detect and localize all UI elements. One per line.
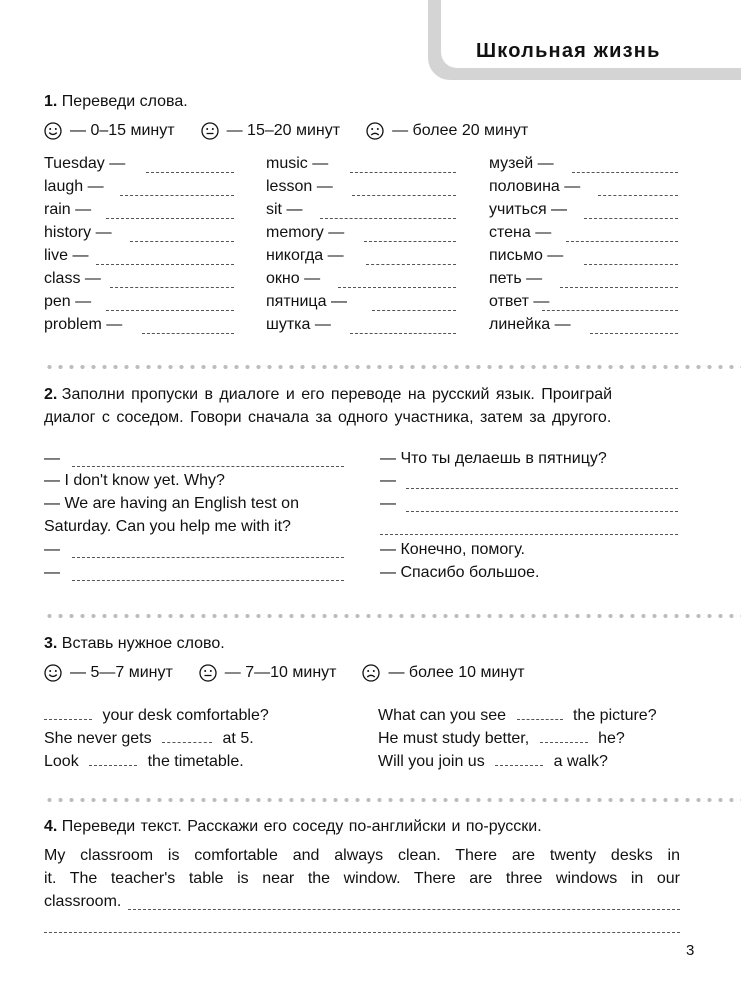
answer-blank[interactable] (566, 241, 678, 242)
word: учиться — (489, 201, 568, 218)
word-row (266, 155, 328, 173)
fill-sentence (378, 730, 625, 748)
task1-legend (44, 122, 550, 140)
dialogue-dash: — (44, 541, 60, 558)
answer-blank[interactable] (364, 241, 456, 242)
word-blank[interactable] (517, 719, 563, 720)
page-title: Школьная жизнь (476, 40, 661, 62)
task1-number: 1. (44, 93, 58, 110)
answer-blank[interactable] (96, 264, 234, 265)
answer-blank[interactable] (350, 172, 456, 173)
dialogue-line: — I don't know yet. Why? (44, 472, 225, 489)
legend-text: — 7—10 минут (224, 664, 337, 681)
legend-text: — 5—7 минут (70, 664, 173, 681)
word: шутка — (266, 316, 331, 333)
word-blank[interactable] (495, 765, 543, 766)
word-blank[interactable] (162, 742, 212, 743)
legend-item (362, 664, 524, 682)
word-row (44, 316, 122, 334)
word-blank[interactable] (540, 742, 588, 743)
answer-blank[interactable] (366, 264, 456, 265)
smile-happy-icon (44, 664, 62, 682)
word: музей — (489, 155, 554, 172)
smile-sad-icon (366, 122, 384, 140)
word: laugh — (44, 178, 104, 195)
word: class — (44, 270, 101, 287)
answer-blank[interactable] (352, 195, 456, 196)
word: стена — (489, 224, 552, 241)
dialogue-blank[interactable] (72, 466, 344, 467)
sentence-text: a walk? (553, 753, 608, 770)
fill-sentence (378, 707, 657, 725)
answer-blank[interactable] (560, 287, 678, 288)
word-row (266, 247, 344, 265)
word: pen — (44, 293, 92, 310)
fill-sentence (378, 753, 608, 771)
translation-text-line: it. The teacher's table is near the window. There are three windows in our (44, 870, 680, 887)
word-row (44, 224, 112, 242)
answer-blank[interactable] (142, 333, 234, 334)
legend-item (201, 122, 340, 140)
sentence-text: Look (44, 753, 79, 770)
task2-number: 2. (44, 386, 58, 403)
word-row (44, 247, 88, 265)
word: sit — (266, 201, 303, 218)
word: Tuesday — (44, 155, 126, 172)
word: линейка — (489, 316, 571, 333)
answer-blank[interactable] (120, 195, 234, 196)
answer-blank[interactable] (106, 218, 234, 219)
word-blank[interactable] (44, 719, 92, 720)
word-row (489, 316, 571, 334)
answer-blank[interactable] (542, 310, 678, 311)
word-row (44, 155, 125, 173)
answer-blank[interactable] (590, 333, 678, 334)
word: problem — (44, 316, 123, 333)
word-row (489, 201, 567, 219)
sentence-text: at 5. (222, 730, 254, 747)
word-row (489, 224, 551, 242)
dotted-separator (44, 365, 741, 369)
word-row (489, 293, 549, 311)
task2-instruction-cont: диалог с соседом. Говори сначала за одного участника, затем за другого. (44, 409, 612, 426)
answer-blank[interactable] (350, 333, 456, 334)
dialogue-dash: — (44, 450, 60, 467)
legend-item (199, 664, 337, 682)
word: петь — (489, 270, 543, 287)
word-row (266, 270, 320, 288)
task1-instruction: Переведи слова. (61, 93, 188, 110)
answer-blank[interactable] (338, 287, 456, 288)
translation-blank[interactable] (44, 932, 680, 933)
answer-blank[interactable] (146, 172, 234, 173)
dialogue-line: — Спасибо большое. (380, 564, 540, 581)
sentence-text: Will you join us (378, 753, 485, 770)
dialogue-dash: — (380, 495, 396, 512)
translation-blank[interactable] (128, 909, 680, 910)
smile-happy-icon (44, 122, 62, 140)
task4-heading (44, 818, 542, 836)
legend-text: — 0–15 минут (70, 122, 175, 139)
fill-sentence (44, 707, 269, 725)
page-number: 3 (686, 942, 695, 959)
answer-blank[interactable] (584, 264, 678, 265)
word: lesson — (266, 178, 333, 195)
task3-heading (44, 635, 225, 653)
dialogue-blank[interactable] (72, 580, 344, 581)
answer-blank[interactable] (598, 195, 678, 196)
sentence-text: He must study better, (378, 730, 530, 747)
smile-neutral-icon (199, 664, 217, 682)
dialogue-line: — Что ты делаешь в пятницу? (380, 450, 607, 467)
smile-sad-icon (362, 664, 380, 682)
dialogue-line: — Конечно, помогу. (380, 541, 525, 558)
word-row (266, 201, 302, 219)
translation-text-line: My classroom is comfortable and always clean. There are twenty desks in (44, 847, 680, 864)
word: music — (266, 155, 329, 172)
word: memory — (266, 224, 345, 241)
task2-instruction: Заполни пропуски в диалоге и его переводе на русский язык. Проиграй (61, 386, 613, 403)
fill-sentence (44, 730, 254, 748)
word-row (489, 155, 554, 173)
task3-legend (44, 664, 547, 682)
word: никогда — (266, 247, 344, 264)
word: rain — (44, 201, 92, 218)
dotted-separator (44, 798, 741, 802)
fill-sentence (44, 753, 244, 771)
word-row (266, 293, 347, 311)
task1-heading (44, 93, 188, 111)
legend-text: — более 10 минут (388, 664, 525, 681)
answer-blank[interactable] (584, 218, 678, 219)
sentence-text: your desk comfortable? (102, 707, 269, 724)
word: ответ — (489, 293, 550, 310)
legend-item (44, 664, 173, 682)
word-row (489, 247, 563, 265)
legend-item (366, 122, 528, 140)
answer-blank[interactable] (320, 218, 456, 219)
answer-blank[interactable] (372, 310, 456, 311)
word-row (44, 201, 91, 219)
answer-blank[interactable] (130, 241, 234, 242)
answer-blank[interactable] (110, 287, 234, 288)
word-row (44, 270, 101, 288)
dotted-separator (44, 614, 741, 618)
legend-item (44, 122, 175, 140)
word-row (266, 224, 344, 242)
word: окно — (266, 270, 321, 287)
answer-blank[interactable] (572, 172, 678, 173)
sentence-text: What can you see (378, 707, 507, 724)
word: live — (44, 247, 89, 264)
smile-neutral-icon (201, 122, 219, 140)
word: history — (44, 224, 112, 241)
word-row (489, 270, 542, 288)
dialogue-blank[interactable] (406, 511, 678, 512)
dialogue-line: Saturday. Can you help me with it? (44, 518, 291, 535)
legend-text: — 15–20 минут (226, 122, 341, 139)
word-blank[interactable] (89, 765, 137, 766)
translation-text-line: classroom. (44, 893, 122, 910)
dialogue-dash: — (380, 472, 396, 489)
word: половина — (489, 178, 581, 195)
legend-text: — более 20 минут (392, 122, 529, 139)
dialogue-blank[interactable] (380, 534, 678, 535)
dialogue-dash: — (44, 564, 60, 581)
word-row (266, 316, 331, 334)
word-row (266, 178, 333, 196)
dialogue-blank[interactable] (406, 488, 678, 489)
word-row (489, 178, 580, 196)
word: письмо — (489, 247, 564, 264)
task3-number: 3. (44, 635, 58, 652)
task4-number: 4. (44, 818, 58, 835)
word-row (44, 293, 91, 311)
task2-heading (44, 386, 612, 404)
sentence-text: She never gets (44, 730, 152, 747)
word-row (44, 178, 104, 196)
dialogue-blank[interactable] (72, 557, 344, 558)
answer-blank[interactable] (106, 310, 234, 311)
task4-instruction: Переведи текст. Расскажи его соседу по-английски и по-русски. (61, 818, 542, 835)
task3-instruction: Вставь нужное слово. (61, 635, 225, 652)
dialogue-line: — We are having an English test on (44, 495, 299, 512)
sentence-text: he? (598, 730, 625, 747)
sentence-text: the picture? (572, 707, 657, 724)
sentence-text: the timetable. (147, 753, 244, 770)
word: пятница — (266, 293, 347, 310)
